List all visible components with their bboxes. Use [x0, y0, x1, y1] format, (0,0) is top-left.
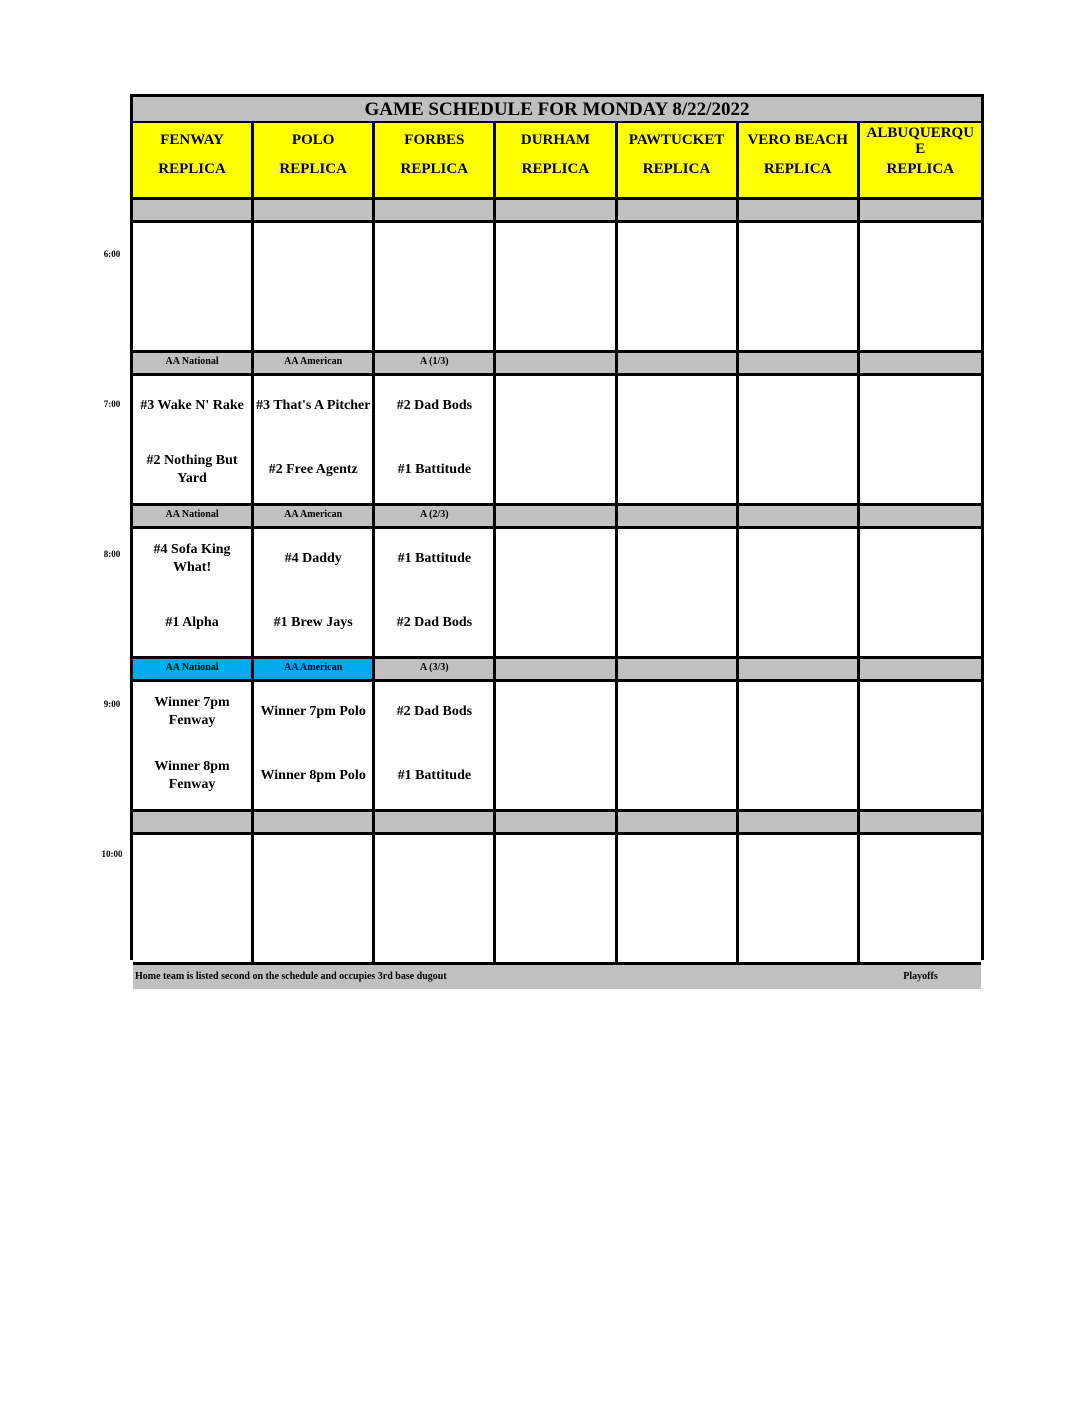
game-cell: [739, 682, 860, 809]
schedule-table: [130, 94, 984, 982]
home-team: #1 Battitude: [397, 462, 472, 477]
away-team: [739, 386, 857, 426]
field-name: FENWAY: [160, 132, 224, 148]
game-cell: [254, 223, 375, 350]
division-label: [133, 812, 254, 832]
division-label: [739, 659, 860, 679]
game-cell: [254, 835, 375, 962]
home-team: [496, 297, 614, 337]
footer-row: [133, 965, 981, 989]
division-label: AA American: [254, 506, 375, 526]
field-subtitle: REPLICA: [400, 161, 469, 177]
division-label: [860, 200, 981, 220]
game-cell: [739, 529, 860, 656]
division-label: AA National: [133, 506, 254, 526]
game-cell: [375, 682, 496, 809]
away-team: [133, 845, 251, 885]
home-team: [618, 909, 736, 949]
field-header-forbes: [375, 123, 496, 197]
division-label: [739, 353, 860, 373]
game-cell: [618, 682, 739, 809]
home-team: [496, 603, 614, 643]
division-label: AA American: [254, 659, 375, 679]
game-cell: [496, 376, 617, 503]
game-cell: [496, 223, 617, 350]
away-team: #4 Sofa King What!: [153, 542, 231, 575]
game-cell: [375, 835, 496, 962]
field-name: ALBUQUERQUE: [866, 125, 975, 157]
game-cell: [860, 529, 981, 656]
field-subtitle: REPLICA: [158, 161, 226, 177]
division-label: [860, 506, 981, 526]
away-team: [133, 233, 251, 273]
time-label: 9:00: [103, 699, 121, 709]
home-team: [739, 909, 857, 949]
game-cell: [860, 223, 981, 350]
game-cell: [133, 223, 254, 350]
game-cell: [739, 835, 860, 962]
division-label: A (1/3): [375, 353, 496, 373]
division-band-row: [133, 506, 981, 529]
field-header-fenway: [133, 123, 254, 197]
time-slot-row: [133, 376, 981, 506]
home-team: [496, 909, 614, 949]
field-subtitle: REPLICA: [763, 161, 832, 177]
field-subtitle: REPLICA: [642, 161, 711, 177]
away-team: [860, 539, 981, 579]
field-subtitle: REPLICA: [886, 161, 955, 177]
away-team: #1 Battitude: [397, 551, 472, 566]
division-label: [254, 812, 375, 832]
home-team: #2 Dad Bods: [396, 615, 473, 630]
away-team: [618, 539, 736, 579]
time-slot-row: [133, 682, 981, 812]
away-team: [375, 845, 493, 885]
division-label: [860, 812, 981, 832]
away-team: [739, 845, 857, 885]
game-cell: [133, 682, 254, 809]
game-cell: [860, 376, 981, 503]
division-label: [618, 353, 739, 373]
home-team: #2 Free Agentz: [268, 462, 358, 477]
home-team: [618, 756, 736, 796]
game-cell: [739, 376, 860, 503]
away-team: [254, 845, 372, 885]
home-team: [375, 297, 493, 337]
away-team: [496, 845, 614, 885]
home-team: [860, 909, 981, 949]
field-header-durham: [496, 123, 617, 197]
away-team: #3 That's A Pitcher: [255, 398, 371, 413]
division-label: [860, 353, 981, 373]
away-team: [496, 233, 614, 273]
home-team: [254, 297, 372, 337]
game-cell: [739, 223, 860, 350]
game-cell: [254, 529, 375, 656]
field-header-polo: [254, 123, 375, 197]
division-label: [496, 812, 617, 832]
division-label: [375, 200, 496, 220]
field-name: DURHAM: [520, 132, 591, 148]
home-team: [739, 297, 857, 337]
time-slot-row: [133, 529, 981, 659]
home-team: [618, 297, 736, 337]
home-team: [739, 450, 857, 490]
away-team: #2 Dad Bods: [396, 398, 473, 413]
home-team: [133, 297, 251, 337]
field-header-vero-beach: [739, 123, 860, 197]
game-cell: [860, 835, 981, 962]
division-band-row: [133, 659, 981, 682]
home-team: #1 Brew Jays: [273, 615, 353, 630]
home-team: [375, 909, 493, 949]
time-label: 10:00: [101, 849, 123, 859]
home-team: [618, 450, 736, 490]
game-cell: [133, 376, 254, 503]
field-name: FORBES: [404, 132, 465, 148]
time-label: 6:00: [103, 249, 121, 259]
home-team: [254, 909, 372, 949]
division-label: [375, 812, 496, 832]
home-team: [860, 603, 981, 643]
division-label: [254, 200, 375, 220]
home-team: [496, 450, 614, 490]
division-label: A (2/3): [375, 506, 496, 526]
division-label: [496, 506, 617, 526]
home-team: [496, 756, 614, 796]
division-label: [739, 506, 860, 526]
away-team: [739, 233, 857, 273]
game-cell: [254, 376, 375, 503]
game-cell: [254, 682, 375, 809]
game-cell: [496, 682, 617, 809]
away-team: [860, 692, 981, 732]
division-label: A (3/3): [375, 659, 496, 679]
division-label: [739, 200, 860, 220]
time-slot-row: [133, 835, 981, 965]
game-cell: [496, 529, 617, 656]
division-band-row: [133, 200, 981, 223]
home-team: [618, 603, 736, 643]
division-band-row: [133, 812, 981, 835]
game-cell: [618, 376, 739, 503]
home-team: Winner 8pm Fenway: [154, 759, 230, 792]
away-team: #3 Wake N' Rake: [140, 398, 244, 413]
home-team: #2 Nothing But Yard: [146, 453, 238, 486]
game-cell: [496, 835, 617, 962]
game-cell: [618, 835, 739, 962]
schedule-grid: [133, 123, 981, 989]
away-team: [739, 539, 857, 579]
game-cell: [375, 223, 496, 350]
away-team: [739, 692, 857, 732]
field-header-pawtucket: [618, 123, 739, 197]
home-team: Winner 8pm Polo: [260, 768, 366, 783]
field-name: POLO: [291, 132, 335, 148]
division-label: AA American: [254, 353, 375, 373]
away-team: [375, 233, 493, 273]
footer-playoffs-label: Playoffs: [903, 971, 938, 982]
field-name: VERO BEACH: [747, 132, 848, 148]
division-label: AA National: [133, 353, 254, 373]
game-cell: [618, 529, 739, 656]
away-team: #2 Dad Bods: [396, 704, 473, 719]
game-cell: [860, 682, 981, 809]
time-label: 8:00: [103, 549, 121, 559]
division-band-row: [133, 353, 981, 376]
division-label: [618, 659, 739, 679]
home-team: [860, 297, 981, 337]
away-team: [254, 233, 372, 273]
division-label: [496, 659, 617, 679]
away-team: [860, 845, 981, 885]
field-subtitle: REPLICA: [521, 161, 590, 177]
away-team: [496, 692, 614, 732]
away-team: Winner 7pm Fenway: [154, 695, 230, 728]
game-cell: [133, 529, 254, 656]
away-team: [618, 845, 736, 885]
division-label: [739, 812, 860, 832]
division-label: [618, 200, 739, 220]
field-name: PAWTUCKET: [628, 132, 725, 148]
field-header-row: [133, 123, 981, 200]
away-team: [496, 386, 614, 426]
time-label: 7:00: [103, 399, 121, 409]
footer-note: Home team is listed second on the schedule and occupies 3rd base dugout: [135, 971, 447, 982]
away-team: [860, 233, 981, 273]
home-team: [860, 756, 981, 796]
away-team: [618, 386, 736, 426]
away-team: [618, 692, 736, 732]
division-label: [860, 659, 981, 679]
field-subtitle: REPLICA: [279, 161, 347, 177]
time-slot-row: [133, 223, 981, 353]
division-label: [618, 812, 739, 832]
game-cell: [618, 223, 739, 350]
home-team: #1 Alpha: [165, 615, 219, 630]
field-header-albuquerque: [860, 123, 981, 197]
home-team: [739, 603, 857, 643]
division-label: AA National: [133, 659, 254, 679]
home-team: #1 Battitude: [397, 768, 472, 783]
away-team: [860, 386, 981, 426]
division-label: [133, 200, 254, 220]
game-cell: [133, 835, 254, 962]
division-label: [496, 200, 617, 220]
game-cell: [375, 529, 496, 656]
division-label: [496, 353, 617, 373]
schedule-title: GAME SCHEDULE FOR MONDAY 8/22/2022: [133, 97, 981, 123]
away-team: Winner 7pm Polo: [260, 704, 366, 719]
away-team: [496, 539, 614, 579]
division-label: [618, 506, 739, 526]
away-team: #4 Daddy: [284, 551, 342, 566]
home-team: [739, 756, 857, 796]
home-team: [860, 450, 981, 490]
game-cell: [375, 376, 496, 503]
away-team: [618, 233, 736, 273]
home-team: [133, 909, 251, 949]
